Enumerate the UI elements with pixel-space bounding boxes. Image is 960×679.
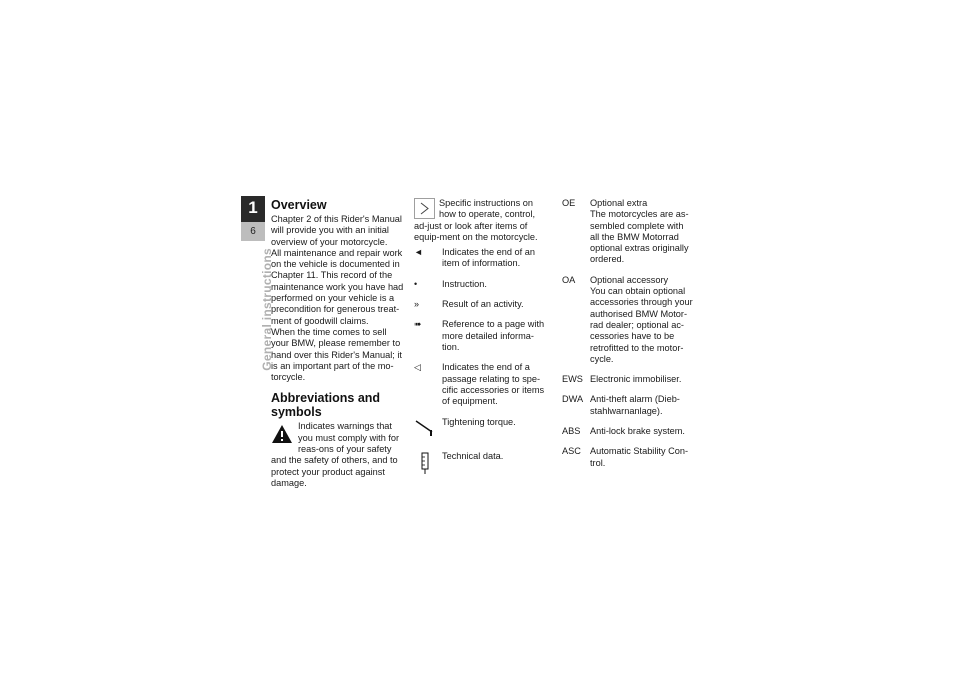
symbol-row-instruction	[414, 279, 550, 290]
warning-text: Indicates warnings that you must comply with for reas-ons of your safety and the safety of others, and to protect your product against damage.	[271, 421, 400, 488]
symbol-row-result	[414, 299, 550, 310]
abbreviation-value: Automatic Stability Con-trol.	[590, 446, 689, 468]
abbreviation-value: Optional accessory You can obtain optional accessories through your authorised BMW Motor-rad dealer; optional ac-cessories have to be retrofitted to the motor-cycle.	[590, 274, 693, 364]
column-left	[271, 198, 406, 489]
page-number: 6	[241, 222, 265, 241]
accessory-end-icon: ◁	[414, 362, 421, 373]
specific-instructions-text: Specific instructions on how to operate, control, ad-just or look after items of equip-ment on the motorcycle.	[414, 198, 538, 242]
symbol-text: Indicates the end of an item of information.	[442, 247, 535, 269]
abbreviation-value: Electronic immobiliser.	[590, 374, 682, 385]
chapter-number: 1	[248, 198, 258, 217]
symbol-row-reference	[414, 319, 550, 353]
abbreviation-key: DWA	[562, 394, 584, 405]
abbreviation-value: Anti-theft alarm (Dieb-stahlwarnanlage).	[590, 394, 680, 416]
abbreviation-key: EWS	[562, 374, 583, 385]
abbreviation-value: Anti-lock brake system.	[590, 426, 685, 437]
symbol-text: Technical data.	[442, 450, 504, 461]
abbreviation-row-ews	[562, 374, 694, 385]
result-arrow-icon: »	[414, 299, 420, 310]
page-reference-icon: ➠	[414, 319, 422, 330]
symbol-text: Reference to a page with more detailed informa-tion.	[442, 319, 545, 352]
overview-paragraph-3: When the time comes to sell your BMW, please remember to hand over this Rider's Manual; it is an important part of the mo-torcycle.	[271, 326, 402, 383]
end-of-item-icon: ◄	[414, 247, 423, 258]
abbreviation-row-abs	[562, 426, 694, 437]
specific-instructions-block	[414, 198, 550, 243]
symbol-row-technical-data	[414, 451, 550, 478]
symbol-text: Instruction.	[442, 278, 487, 289]
symbol-row-accessory-end	[414, 362, 550, 407]
symbol-text: Indicates the end of a passage relating to spe-cific accessories or items of equipment.	[442, 362, 545, 407]
abbreviation-value: Optional extra The motorcycles are as-sembled complete with all the BMW Motorrad optional extras originally ordered.	[590, 198, 689, 265]
abbreviation-key: ASC	[562, 446, 581, 457]
warning-triangle-icon	[271, 424, 295, 446]
overview-heading: Overview	[271, 198, 327, 212]
symbol-row-end-of-item	[414, 247, 550, 270]
play-symbol-icon	[414, 198, 436, 220]
symbol-text: Tightening torque.	[442, 417, 516, 428]
column-right	[562, 198, 694, 478]
symbol-row-torque	[414, 417, 550, 440]
abbreviation-row-oe	[562, 198, 694, 266]
abbreviation-row-dwa	[562, 394, 694, 417]
chapter-tab	[241, 196, 265, 241]
abbreviations-heading: Abbreviations and symbols	[271, 391, 381, 420]
overview-paragraph-2: All maintenance and repair work on the vehicle is documented in Chapter 11. This record of the maintenance work you have had performed on your vehicle is a precondition for generous treat-ment of goodwill claims.	[271, 247, 404, 326]
bullet-icon: •	[414, 278, 418, 289]
abbreviation-row-oa	[562, 275, 694, 365]
symbol-text: Result of an activity.	[442, 299, 524, 310]
overview-paragraph-1: Chapter 2 of this Rider's Manual will provide you with an initial overview of your motorcycle.	[271, 214, 402, 247]
chapter-title: General instructions	[260, 248, 274, 371]
warning-block	[271, 421, 406, 489]
abbreviation-row-asc	[562, 446, 694, 469]
abbreviation-key: OE	[562, 198, 576, 208]
abbreviation-key: OA	[562, 274, 576, 285]
abbreviation-key: ABS	[562, 426, 581, 437]
column-middle	[414, 198, 550, 478]
torque-wrench-icon	[414, 417, 442, 440]
technical-data-icon	[414, 451, 442, 478]
